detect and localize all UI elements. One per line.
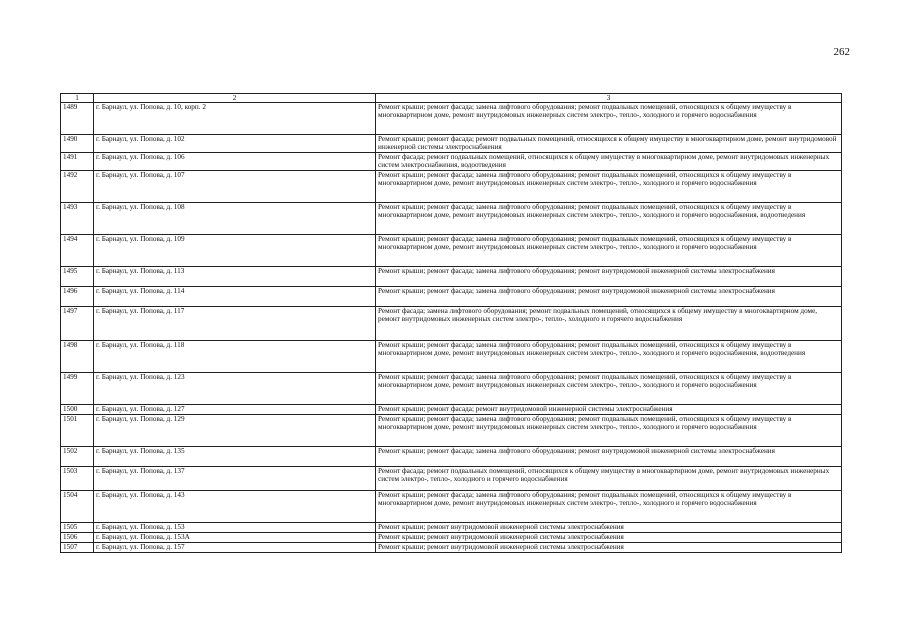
table-row [61,341,842,373]
table-row [61,415,842,447]
page-number: 262 [833,46,850,58]
table-body [61,103,842,553]
table-row [61,307,842,341]
row-address: г. Барнаул, ул. Попова, д. 107 [94,171,376,203]
row-works: Ремонт фасада; замена лифтового оборудования; ремонт подвальных помещений, относящихся к общему имуществу в многоквартирном доме, ремонт внутридомовых инженерных систем электро-, тепло-, холодного и горячего водоснабжения [376,307,842,341]
row-number: 1498 [61,341,94,373]
row-address: г. Барнаул, ул. Попова, д. 137 [94,467,376,491]
header-col-3: 3 [376,94,842,103]
table-header [61,94,842,103]
row-works: Ремонт крыши; ремонт фасада; замена лифтового оборудования; ремонт подвальных помещений, относящихся к общему имуществу в многоквартирном доме, ремонт внутридомовых инженерных систем электро-, тепло-, холодного и горячего водоснабжения [376,103,842,135]
table-row [61,467,842,491]
row-address: г. Барнаул, ул. Попова, д. 135 [94,447,376,467]
table-row [61,491,842,523]
row-address: г. Барнаул, ул. Попова, д. 106 [94,153,376,171]
row-works: Ремонт крыши; ремонт фасада; замена лифтового оборудования; ремонт внутридомовой инженерной системы электроснабжения [376,267,842,287]
row-number: 1493 [61,203,94,235]
row-address: г. Барнаул, ул. Попова, д. 102 [94,135,376,153]
row-works: Ремонт крыши; ремонт фасада; замена лифтового оборудования; ремонт подвальных помещений, относящихся к общему имуществу в многоквартирном доме, ремонт внутридомовых инженерных систем электро-, тепло-, холодного и горячего водоснабжения, водоотведения [376,341,842,373]
table-row [61,153,842,171]
row-address: г. Барнаул, ул. Попова, д. 157 [94,543,376,553]
row-address: г. Барнаул, ул. Попова, д. 109 [94,235,376,267]
table-row [61,203,842,235]
row-works: Ремонт фасада; ремонт подвальных помещений, относящихся к общему имуществу в многоквартирном доме, ремонт внутридомовых инженерных систем электроснабжения, водоотведения [376,153,842,171]
table-row [61,135,842,153]
row-address: г. Барнаул, ул. Попова, д. 143 [94,491,376,523]
row-works: Ремонт крыши; ремонт внутридомовой инженерной системы электроснабжения [376,523,842,533]
table-row [61,171,842,203]
row-works: Ремонт крыши; ремонт фасада; замена лифтового оборудования; ремонт внутридомовой инженерной системы электроснабжения [376,287,842,307]
table-row [61,447,842,467]
row-works: Ремонт крыши; ремонт фасада; замена лифтового оборудования; ремонт подвальных помещений, относящихся к общему имуществу в многоквартирном доме, ремонт внутридомовых инженерных систем электро-, тепло-, холодного и горячего водоснабжения [376,373,842,405]
row-works: Ремонт крыши; ремонт внутридомовой инженерной системы электроснабжения [376,533,842,543]
table-row [61,523,842,533]
row-address: г. Барнаул, ул. Попова, д. 118 [94,341,376,373]
header-col-1: 1 [61,94,94,103]
row-number: 1503 [61,467,94,491]
row-number: 1505 [61,523,94,533]
row-works: Ремонт крыши; ремонт фасада; замена лифтового оборудования; ремонт внутридомовой инженерной системы электроснабжения [376,447,842,467]
row-number: 1500 [61,405,94,415]
row-address: г. Барнаул, ул. Попова, д. 123 [94,373,376,405]
row-works: Ремонт крыши; ремонт фасада; замена лифтового оборудования; ремонт подвальных помещений, относящихся к общему имуществу в многоквартирном доме, ремонт внутридомовых инженерных систем электро-, тепло-, холодного и горячего водоснабжения [376,235,842,267]
row-address: г. Барнаул, ул. Попова, д. 108 [94,203,376,235]
row-number: 1489 [61,103,94,135]
header-row [61,94,842,103]
row-address: г. Барнаул, ул. Попова, д. 114 [94,287,376,307]
row-works: Ремонт крыши; ремонт фасада; замена лифтового оборудования; ремонт подвальных помещений, относящихся к общему имуществу в многоквартирном доме, ремонт внутридомовых инженерных систем электро-, тепло-, холодного и горячего водоснабжения, водоотведения [376,203,842,235]
row-address: г. Барнаул, ул. Попова, д. 153А [94,533,376,543]
table-row [61,235,842,267]
row-works: Ремонт крыши; ремонт внутридомовой инженерной системы электроснабжения [376,543,842,553]
row-number: 1502 [61,447,94,467]
row-works: Ремонт фасада; ремонт подвальных помещений, относящихся к общему имуществу в многоквартирном доме, ремонт внутридомовых инженерных систем электро-, тепло-, холодного и горячего водоснабжения [376,467,842,491]
row-address: г. Барнаул, ул. Попова, д. 117 [94,307,376,341]
row-address: г. Барнаул, ул. Попова, д. 10, корп. 2 [94,103,376,135]
row-number: 1501 [61,415,94,447]
row-number: 1497 [61,307,94,341]
row-number: 1490 [61,135,94,153]
row-number: 1492 [61,171,94,203]
row-works: Ремонт крыши; ремонт фасада; замена лифтового оборудования; ремонт подвальных помещений, относящихся к общему имуществу в многоквартирном доме, ремонт внутридомовых инженерных систем электро-, тепло-, холодного и горячего водоснабжения [376,171,842,203]
table-row [61,533,842,543]
row-number: 1499 [61,373,94,405]
row-number: 1491 [61,153,94,171]
table-row [61,543,842,553]
row-address: г. Барнаул, ул. Попова, д. 129 [94,415,376,447]
row-address: г. Барнаул, ул. Попова, д. 113 [94,267,376,287]
row-number: 1496 [61,287,94,307]
row-address: г. Барнаул, ул. Попова, д. 127 [94,405,376,415]
row-number: 1495 [61,267,94,287]
table-row [61,287,842,307]
table-row [61,373,842,405]
row-works: Ремонт крыши; ремонт фасада; замена лифтового оборудования; ремонт подвальных помещений, относящихся к общему имуществу в многоквартирном доме, ремонт внутридомовых инженерных систем электро-, тепло-, холодного и горячего водоснабжения [376,415,842,447]
row-number: 1504 [61,491,94,523]
row-works: Ремонт крыши; ремонт фасада; замена лифтового оборудования; ремонт подвальных помещений, относящихся к общему имуществу в многоквартирном доме, ремонт внутридомовых инженерных систем электро-, тепло-, холодного и горячего водоснабжения [376,491,842,523]
registry-table [60,93,842,553]
table-row [61,267,842,287]
row-works: Ремонт крыши; ремонт фасада; ремонт внутридомовой инженерной системы электроснабжения [376,405,842,415]
row-number: 1507 [61,543,94,553]
row-address: г. Барнаул, ул. Попова, д. 153 [94,523,376,533]
row-number: 1494 [61,235,94,267]
table-row [61,103,842,135]
table-row [61,405,842,415]
header-col-2: 2 [94,94,376,103]
row-works: Ремонт крыши; ремонт фасада; ремонт подвальных помещений, относящихся к общему имуществу в многоквартирном доме, ремонт внутридомовой инженерной системы электроснабжения [376,135,842,153]
row-number: 1506 [61,533,94,543]
